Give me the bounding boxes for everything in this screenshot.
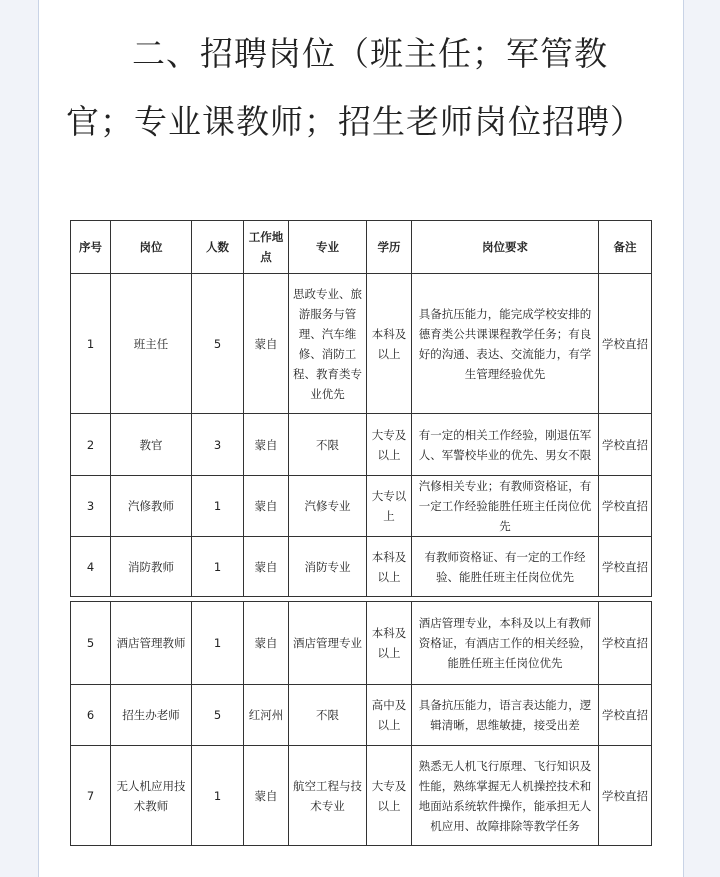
header-edu: 学历 <box>367 221 412 274</box>
cell-count: 1 <box>192 602 244 685</box>
cell-post: 班主任 <box>111 274 192 414</box>
page-title-line1: 二、招聘岗位（班主任；军管教 <box>132 34 608 73</box>
cell-count: 1 <box>192 746 244 846</box>
cell-location: 蒙自 <box>244 476 289 537</box>
cell-location: 蒙自 <box>244 746 289 846</box>
cell-post: 消防教师 <box>111 537 192 597</box>
table-row <box>71 476 652 537</box>
cell-no: 7 <box>71 746 111 846</box>
table-row <box>71 746 652 846</box>
cell-remark: 学校直招 <box>599 746 652 846</box>
cell-req: 具备抗压能力，能完成学校安排的德育类公共课课程教学任务；有良好的沟通、表达、交流能力，有学生管理经验优先 <box>412 274 599 414</box>
cell-major: 不限 <box>289 685 367 746</box>
table-row <box>71 414 652 476</box>
cell-no: 5 <box>71 602 111 685</box>
cell-remark: 学校直招 <box>599 537 652 597</box>
cell-edu: 大专及以上 <box>367 414 412 476</box>
cell-edu: 高中及以上 <box>367 685 412 746</box>
cell-remark: 学校直招 <box>599 414 652 476</box>
cell-major: 航空工程与技术专业 <box>289 746 367 846</box>
cell-location: 红河州 <box>244 685 289 746</box>
cell-count: 5 <box>192 685 244 746</box>
cell-no: 1 <box>71 274 111 414</box>
header-count: 人数 <box>192 221 244 274</box>
cell-count: 1 <box>192 537 244 597</box>
cell-req: 汽修相关专业；有教师资格证，有一定工作经验能胜任班主任岗位优先 <box>412 476 599 537</box>
cell-remark: 学校直招 <box>599 476 652 537</box>
header-post: 岗位 <box>111 221 192 274</box>
table-row <box>71 685 652 746</box>
cell-edu: 大专以上 <box>367 476 412 537</box>
cell-remark: 学校直招 <box>599 685 652 746</box>
cell-req: 熟悉无人机飞行原理、飞行知识及性能，熟练掌握无人机操控技术和地面站系统软件操作，能承担无人机应用、故障排除等教学任务 <box>412 746 599 846</box>
page-title-line2: 官；专业课教师；招生老师岗位招聘） <box>66 102 644 141</box>
cell-edu: 本科及以上 <box>367 274 412 414</box>
header-req: 岗位要求 <box>412 221 599 274</box>
header-location: 工作地点 <box>244 221 289 274</box>
cell-post: 招生办老师 <box>111 685 192 746</box>
header-major: 专业 <box>289 221 367 274</box>
recruitment-table-part1 <box>70 220 652 597</box>
cell-location: 蒙自 <box>244 414 289 476</box>
cell-req: 有一定的相关工作经验，刚退伍军人、军警校毕业的优先、男女不限 <box>412 414 599 476</box>
cell-major: 消防专业 <box>289 537 367 597</box>
cell-count: 3 <box>192 414 244 476</box>
cell-no: 2 <box>71 414 111 476</box>
cell-major: 酒店管理专业 <box>289 602 367 685</box>
cell-edu: 大专及以上 <box>367 746 412 846</box>
cell-location: 蒙自 <box>244 274 289 414</box>
cell-count: 5 <box>192 274 244 414</box>
cell-remark: 学校直招 <box>599 602 652 685</box>
cell-location: 蒙自 <box>244 602 289 685</box>
table-row <box>71 274 652 414</box>
cell-no: 4 <box>71 537 111 597</box>
cell-req: 酒店管理专业，本科及以上有教师资格证，有酒店工作的相关经验，能胜任班主任岗位优先 <box>412 602 599 685</box>
cell-major: 汽修专业 <box>289 476 367 537</box>
cell-no: 6 <box>71 685 111 746</box>
table-row <box>71 602 652 685</box>
cell-req: 有教师资格证、有一定的工作经验、能胜任班主任岗位优先 <box>412 537 599 597</box>
cell-post: 教官 <box>111 414 192 476</box>
cell-location: 蒙自 <box>244 537 289 597</box>
cell-major: 不限 <box>289 414 367 476</box>
cell-major: 思政专业、旅游服务与管理、汽车维修、消防工程、教育类专业优先 <box>289 274 367 414</box>
header-no: 序号 <box>71 221 111 274</box>
cell-post: 汽修教师 <box>111 476 192 537</box>
cell-count: 1 <box>192 476 244 537</box>
cell-no: 3 <box>71 476 111 537</box>
cell-post: 酒店管理教师 <box>111 602 192 685</box>
cell-edu: 本科及以上 <box>367 602 412 685</box>
cell-post: 无人机应用技术教师 <box>111 746 192 846</box>
recruitment-table-part2 <box>70 601 652 846</box>
cell-edu: 本科及以上 <box>367 537 412 597</box>
header-remark: 备注 <box>599 221 652 274</box>
cell-req: 具备抗压能力，语言表达能力，逻辑清晰，思维敏捷，接受出差 <box>412 685 599 746</box>
table-header-row <box>71 221 652 274</box>
cell-remark: 学校直招 <box>599 274 652 414</box>
table-row <box>71 537 652 597</box>
